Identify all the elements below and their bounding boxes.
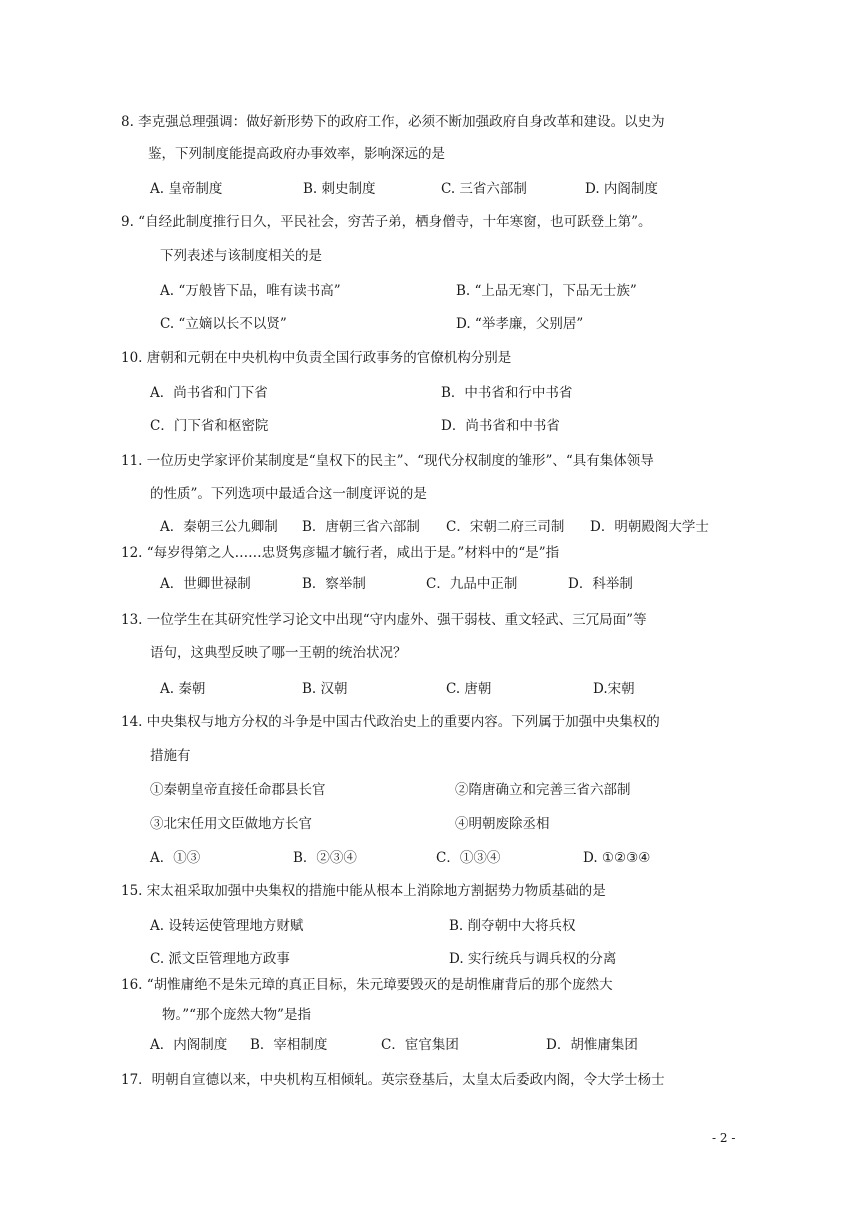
- question-11-option-d: D．明朝殿阁大学士: [590, 519, 709, 535]
- question-8-line-2: 鉴，下列制度能提高政府办事效率，影响深远的是: [148, 146, 445, 162]
- question-11-line-1: 11. 一位历史学家评价某制度是“皇权下的民主”、“现代分权制度的雏形”、“具有集体领导: [121, 453, 654, 469]
- question-16-option-c: C．宦官集团: [381, 1037, 459, 1053]
- question-10-option-b: B．中书省和行中书省: [441, 385, 573, 401]
- question-8-option-d: D. 内阁制度: [585, 181, 658, 197]
- question-8-option-c: C. 三省六部制: [441, 181, 527, 197]
- question-14-item-3: ③北宋任用文臣做地方长官: [150, 816, 312, 832]
- question-15-line-1: 15. 宋太祖采取加强中央集权的措施中能从根本上消除地方割据势力物质基础的是: [121, 883, 606, 899]
- question-15-option-a: A. 设转运使管理地方财赋: [150, 918, 304, 934]
- question-8-line-1: 8. 李克强总理强调：做好新形势下的政府工作，必须不断加强政府自身改革和建设。以史为: [121, 114, 665, 130]
- question-12-option-d: D．科举制: [568, 576, 633, 592]
- question-11-option-a: A．秦朝三公九卿制: [160, 519, 278, 535]
- question-13-option-d: D.宋朝: [593, 681, 635, 697]
- question-10-line-1: 10. 唐朝和元朝在中央机构中负责全国行政事务的官僚机构分别是: [121, 350, 512, 366]
- question-9-option-d: D. “举孝廉，父别居”: [456, 316, 584, 332]
- question-13-option-b: B. 汉朝: [302, 681, 348, 697]
- question-10-option-c: C．门下省和枢密院: [150, 418, 269, 434]
- question-15-option-b: B. 削夺朝中大将兵权: [449, 918, 576, 934]
- question-16-line-2: 物。”“那个庞然大物”是指: [162, 1007, 311, 1023]
- question-16-line-1: 16. “胡惟庸绝不是朱元璋的真正目标，朱元璋要毁灭的是胡惟庸背后的那个庞然大: [121, 977, 613, 993]
- question-13-option-c: C. 唐朝: [446, 681, 492, 697]
- page-number: - 2 -: [712, 1131, 736, 1145]
- question-9-option-a: A. “万般皆下品，唯有读书高”: [160, 283, 341, 299]
- question-9-line-1: 9. “自经此制度推行日久，平民社会，穷苦子弟，栖身僧寺，十年寒窗，也可跃登上第”。: [121, 214, 652, 230]
- question-14-line-2: 措施有: [150, 748, 191, 764]
- question-14-option-d: D. ①②③④: [583, 850, 651, 866]
- question-12-line-1: 12. “每岁得第之人……忠贤隽彦韫才毓行者，咸出于是。”材料中的“是”指: [121, 545, 560, 561]
- question-15-option-d: D. 实行统兵与调兵权的分离: [449, 951, 617, 967]
- question-14-item-4: ④明朝废除丞相: [455, 816, 550, 832]
- question-13-option-a: A. 秦朝: [160, 681, 206, 697]
- question-9-option-b: B. “上品无寒门，下品无士族”: [456, 283, 637, 299]
- question-12-option-a: A．世卿世禄制: [160, 576, 251, 592]
- question-16-option-d: D．胡惟庸集团: [546, 1037, 638, 1053]
- question-16-option-a: A．内阁制度: [150, 1037, 228, 1053]
- question-12-option-c: C．九品中正制: [426, 576, 518, 592]
- question-10-option-a: A．尚书省和门下省: [150, 385, 268, 401]
- question-9-option-c: C. “立嫡以长不以贤”: [160, 316, 287, 332]
- question-8-option-b: B. 刺史制度: [303, 181, 376, 197]
- question-14-line-1: 14. 中央集权与地方分权的斗争是中国古代政治史上的重要内容。下列属于加强中央集权的: [121, 714, 660, 730]
- question-9-line-2: 下列表述与该制度相关的是: [160, 248, 322, 264]
- question-12-option-b: B．察举制: [302, 576, 366, 592]
- question-13-line-2: 语句，这典型反映了哪一王朝的统治状况？: [150, 645, 407, 661]
- question-8-option-a: A. 皇帝制度: [150, 181, 223, 197]
- question-11-option-c: C．宋朝二府三司制: [446, 519, 565, 535]
- question-11-option-b: B．唐朝三省六部制: [302, 519, 420, 535]
- question-11-line-2: 的性质”。下列选项中最适合这一制度评说的是: [150, 486, 427, 502]
- question-10-option-d: D．尚书省和中书省: [441, 418, 560, 434]
- question-14-option-b: B．②③④: [293, 850, 357, 866]
- question-14-option-c: C．①③④: [436, 850, 501, 866]
- question-14-option-a: A．①③: [150, 850, 201, 866]
- question-13-line-1: 13. 一位学生在其研究性学习论文中出现“守内虚外、强干弱枝、重文轻武、三冗局面”等: [121, 612, 647, 628]
- question-16-option-b: B．宰相制度: [250, 1037, 328, 1053]
- question-17-line-1: 17．明朝自宣德以来，中央机构互相倾轧。英宗登基后，太皇太后委政内阁，令大学士杨士: [121, 1072, 665, 1088]
- question-14-item-1: ①秦朝皇帝直接任命郡县长官: [150, 782, 326, 798]
- question-15-option-c: C. 派文臣管理地方政事: [150, 951, 290, 967]
- question-14-item-2: ②隋唐确立和完善三省六部制: [455, 782, 631, 798]
